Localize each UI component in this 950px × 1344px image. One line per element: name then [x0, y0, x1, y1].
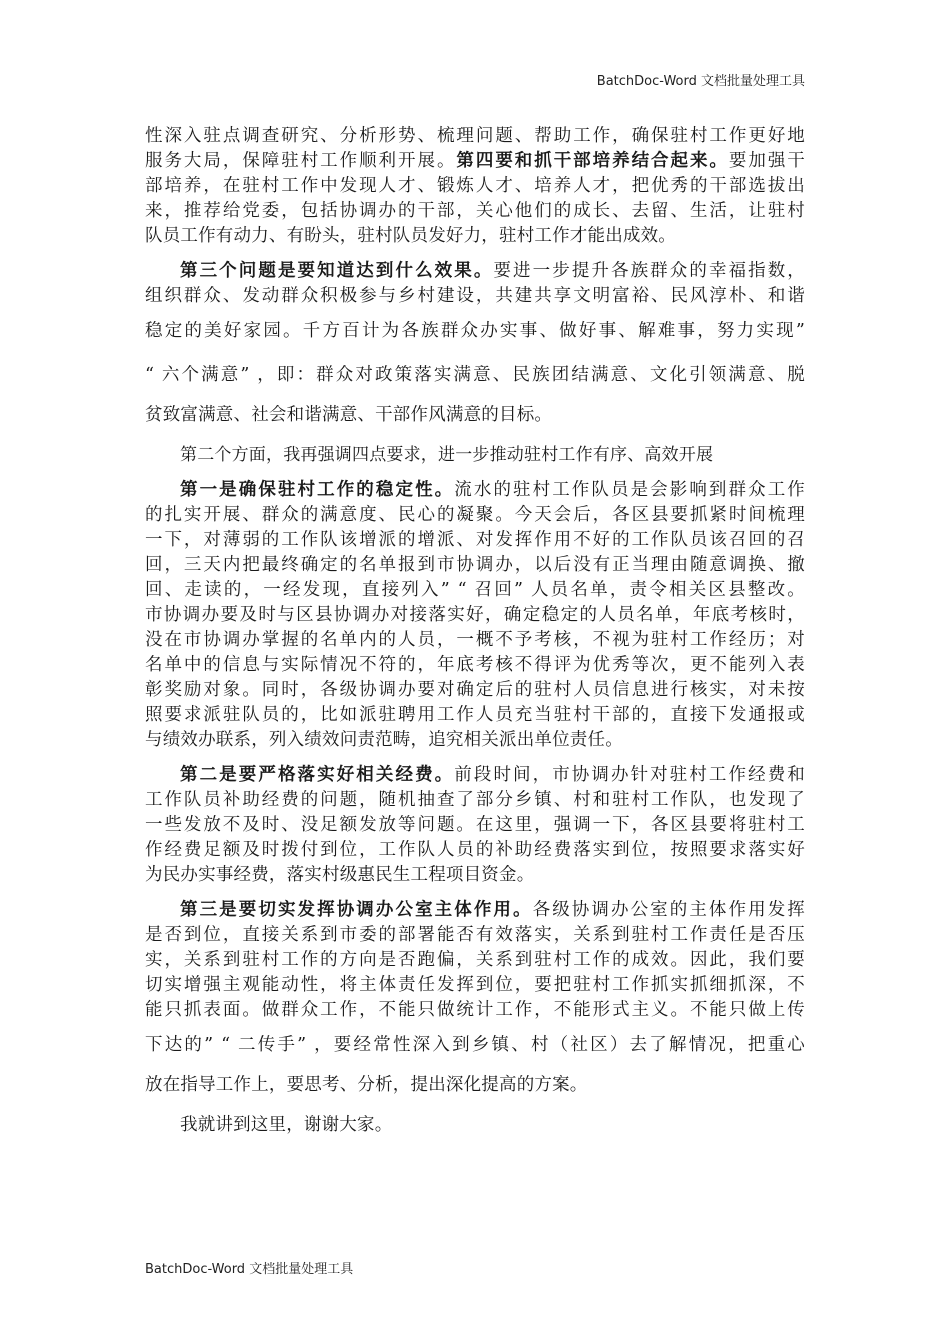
text-span: 要加强干 [728, 151, 805, 171]
text-line: 彰奖励对象。同时，各级协调办要对确定后的驻村人员信息进行核实，对未按 [145, 680, 805, 700]
text-line: 是否到位，直接关系到市委的部署能否有效落实，关系到驻村工作责任是否压 [145, 925, 805, 945]
text-span: 流水的驻村工作队员是会影响到群众工作 [454, 480, 805, 500]
text-line: “ 六个满意” ，即：群众对政策落实满意、民族团结满意、文化引领满意、脱 [145, 365, 805, 385]
paragraph-2 [145, 259, 805, 433]
text-line: 的扎实开展、群众的满意度、民心的凝聚。今天会后，各区县要抓紧时间梳理 [145, 505, 805, 525]
text-line [145, 763, 805, 788]
text-line [145, 149, 805, 174]
text-line: 没在市协调办掌握的名单内的人员，一概不予考核，不视为驻村工作经历；对 [145, 630, 805, 650]
text-line: 组织群众、发动群众积极参与乡村建设，共建共享文明富裕、民风淳朴、和谐 [145, 286, 805, 306]
text-line [145, 898, 805, 923]
text-span: 各级协调办公室的主体作用发挥 [532, 900, 805, 920]
text-line: 一下，对薄弱的工作队该增派的增派、对发挥作用不好的工作队员该召回的召 [145, 530, 805, 550]
text-line: 照要求派驻队员的，比如派驻聘用工作人员充当驻村干部的，直接下发通报或 [145, 705, 805, 725]
bold-lead: 第四要和抓干部培养结合起来。 [456, 151, 729, 171]
text-line: 工作队员补助经费的问题，随机抽查了部分乡镇、村和驻村工作队，也发现了 [145, 790, 805, 810]
bold-lead: 第二是要严格落实好相关经费。 [180, 765, 455, 785]
paragraph-1 [145, 124, 805, 249]
text-line: 部培养，在驻村工作中发现人才、锻炼人才、培养人才，把优秀的干部选拔出 [145, 176, 805, 196]
text-line: 切实增强主观能动性，将主体责任发挥到位，要把驻村工作抓实抓细抓深，不 [145, 975, 805, 995]
text-line: 队员工作有动力、有盼头，驻村队员发好力，驻村工作才能出成效。 [145, 226, 676, 246]
text-span: 前段时间，市协调办针对驻村工作经费和 [454, 765, 805, 785]
text-line: 来，推荐给党委，包括协调办的干部，关心他们的成长、去留、生活，让驻村 [145, 201, 805, 221]
paragraph-4 [145, 478, 805, 753]
text-line [145, 259, 805, 284]
text-line: 名单中的信息与实际情况不符的，年底考核不得评为优秀等次，更不能列入表 [145, 655, 805, 675]
bold-lead: 第三是要切实发挥协调办公室主体作用。 [180, 900, 533, 920]
bold-lead: 第三个问题是要知道达到什么效果。 [180, 261, 494, 281]
section-heading [145, 443, 805, 468]
text-line: 稳定的美好家园。千方百计为各族群众办实事、做好事、解难事，努力实现” [145, 321, 805, 341]
text-line: 作经费足额及时拨付到位，工作队人员的补助经费落实到位，按照要求落实好 [145, 840, 805, 860]
paragraph-6 [145, 898, 805, 1103]
text-line: 市协调办要及时与区县协调办对接落实好，确定稳定的人员名单，年底考核时， [145, 605, 805, 625]
bold-lead: 第一是确保驻村工作的稳定性。 [180, 480, 455, 500]
text-line: 能只抓表面。做群众工作，不能只做统计工作，不能形式主义。不能只做上传 [145, 1000, 805, 1020]
text-line: 贫致富满意、社会和谐满意、干部作风满意的目标。 [145, 405, 553, 425]
text-line: 性深入驻点调查研究、分析形势、梳理问题、帮助工作，确保驻村工作更好地 [145, 126, 805, 146]
text-line: 回、走读的，一经发现，直接列入” “ 召回” 人员名单，责令相关区县整改。 [145, 580, 805, 600]
text-span: 服务大局，保障驻村工作顺利开展。 [145, 151, 457, 171]
text-line [145, 478, 805, 503]
text-line: 为民办实事经费，落实村级惠民生工程项目资金。 [145, 865, 535, 885]
text-line: 我就讲到这里，谢谢大家。 [180, 1115, 393, 1135]
heading-line: 第二个方面，我再强调四点要求，进一步推动驻村工作有序、高效开展 [180, 445, 714, 465]
document-body [145, 124, 805, 1138]
page-footer: BatchDoc-Word 文档批量处理工具 [145, 1262, 354, 1277]
page-header: BatchDoc-Word 文档批量处理工具 [596, 74, 805, 89]
text-line: 下达的” “ 二传手” ，要经常性深入到乡镇、村（社区）去了解情况，把重心 [145, 1035, 805, 1055]
paragraph-5 [145, 763, 805, 888]
text-line: 与绩效办联系，列入绩效问责范畴，追究相关派出单位责任。 [145, 730, 623, 750]
text-line: 放在指导工作上，要思考、分析，提出深化提高的方案。 [145, 1075, 588, 1095]
text-line: 实，关系到驻村工作的方向是否跑偏，关系到驻村工作的成效。因此，我们要 [145, 950, 805, 970]
text-line: 一些发放不及时、没足额发放等问题。在这里，强调一下，各区县要将驻村工 [145, 815, 805, 835]
text-span: 要进一步提升各族群众的幸福指数， [493, 261, 805, 281]
text-line: 回，三天内把最终确定的名单报到市协调办，以后没有正当理由随意调换、撤 [145, 555, 805, 575]
paragraph-7 [145, 1113, 805, 1138]
